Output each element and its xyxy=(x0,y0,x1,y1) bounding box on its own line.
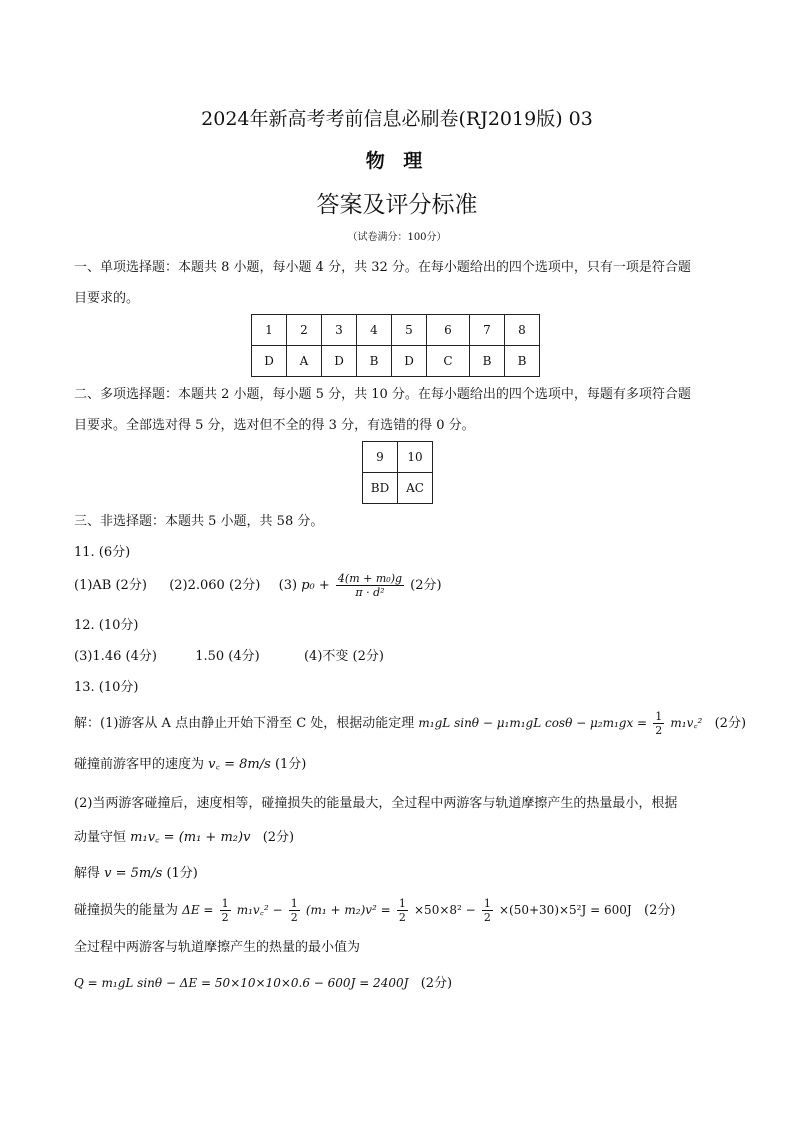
q11-answers xyxy=(74,572,442,599)
answer-cell: D xyxy=(252,346,287,377)
q13-sol1-text: 解：(1)游客从 A 点由静止开始下滑至 C 处，根据动能定理 xyxy=(74,716,415,731)
q11-label: 11. (6分) xyxy=(74,545,131,560)
answer-cell: BD xyxy=(363,473,398,504)
q11-part3-prefix: (3) xyxy=(278,578,298,593)
q13-line4-score: (2分) xyxy=(262,830,295,845)
section1-line2: 目要求的。 xyxy=(74,291,140,306)
table-row xyxy=(252,315,540,346)
page-title: 2024年新高考考前信息必刷卷(RJ2019版) 03 xyxy=(201,108,593,130)
q13-label: 13. (10分) xyxy=(74,680,139,695)
q13-line5 xyxy=(74,861,198,887)
q13-line8-score: (2分) xyxy=(420,976,453,991)
answer-cell: B xyxy=(470,346,505,377)
q13-line6-eq-b: m₁v꜀² − xyxy=(236,903,283,917)
table-row xyxy=(363,473,433,504)
one-half-fraction: $\frac{1}{2}$ xyxy=(290,897,298,924)
q12-part4: (4)不变 (2分) xyxy=(303,649,384,664)
q13-solution-line1 xyxy=(74,710,746,737)
subject-title: 物 理 xyxy=(365,150,429,172)
section2-line2: 目要求。全部选对得 5 分，选对但不全的得 3 分，有选错的得 0 分。 xyxy=(74,418,475,433)
question-number: 6 xyxy=(427,315,470,346)
q13-sol1-fraction xyxy=(653,710,664,737)
q13-line3: (2)当两游客碰撞后，速度相等，碰撞损失的能量最大，全过程中两游客与轨道摩擦产生的热量最小，根据 xyxy=(74,796,678,811)
answer-cell: D xyxy=(322,346,357,377)
q13-line4-text: 动量守恒 xyxy=(74,830,127,845)
section3-heading: 三、非选择题：本题共 5 小题，共 58 分。 xyxy=(74,514,324,529)
q13-line2-equation: v꜀ = 8m/s xyxy=(208,757,271,772)
q13-sol1-score: (2分) xyxy=(714,716,747,731)
fraction-numerator: 1 xyxy=(655,710,663,723)
question-number: 1 xyxy=(252,315,287,346)
q13-sol1-equation: m₁gL sinθ − μ₁m₁gL cosθ − μ₂m₁gx = xyxy=(418,716,648,730)
one-half-fraction: $\frac{1}{2}$ xyxy=(221,897,229,924)
q13-line6 xyxy=(74,896,675,925)
question-number: 10 xyxy=(398,442,433,473)
q13-line5-text: 解得 xyxy=(74,866,101,881)
fraction-numerator: 4(m + m₀)g xyxy=(337,572,403,585)
one-half-fraction: $\frac{1}{2}$ xyxy=(483,897,491,924)
q13-line6-eq-e: ×(50+30)×5²J = 600J xyxy=(498,903,632,917)
answer-cell: AC xyxy=(398,473,433,504)
q13-line6-text: 碰撞损失的能量为 xyxy=(74,903,179,918)
q13-line6-eq-a: ΔE = xyxy=(182,903,214,917)
single-choice-answer-table xyxy=(251,314,540,377)
q12-label: 12. (10分) xyxy=(74,618,139,633)
table-row xyxy=(252,346,540,377)
question-number: 9 xyxy=(363,442,398,473)
q13-line2-text: 碰撞前游客甲的速度为 xyxy=(74,757,205,772)
q12-part3: (3)1.46 (4分) xyxy=(74,649,157,664)
q11-part1: (1)AB (2分) xyxy=(74,578,147,593)
answer-cell: B xyxy=(505,346,540,377)
q11-part3-p0: p₀ + xyxy=(301,578,330,593)
q13-sol1-equation-tail: m₁v꜀² xyxy=(670,716,703,730)
q13-line2-score: (1分) xyxy=(274,757,307,772)
section1-line1: 一、单项选择题：本题共 8 小题，每小题 4 分，共 32 分。在每小题给出的四个选项中，只有一项是符合题 xyxy=(74,260,691,275)
q13-line4-equation: m₁v꜀ = (m₁ + m₂)v xyxy=(130,830,251,845)
multi-choice-answer-table xyxy=(362,441,433,504)
q13-line5-score: (1分) xyxy=(166,866,198,881)
question-number: 4 xyxy=(357,315,392,346)
q13-line7: 全过程中两游客与轨道摩擦产生的热量的最小值为 xyxy=(74,940,361,955)
q11-part3-fraction xyxy=(336,572,404,599)
answer-cell: A xyxy=(287,346,322,377)
q12-answers xyxy=(74,641,384,672)
table-row xyxy=(363,442,433,473)
q13-line2 xyxy=(74,752,306,778)
answer-key-title: 答案及评分标准 xyxy=(316,192,478,218)
q13-line8-equation: Q = m₁gL sinθ − ΔE = 50×10×10×0.6 − 600J = 2400J xyxy=(74,976,409,990)
answer-cell: B xyxy=(357,346,392,377)
question-number: 3 xyxy=(322,315,357,346)
one-half-fraction: $\frac{1}{2}$ xyxy=(398,897,406,924)
q13-line6-eq-d: ×50×8² − xyxy=(414,903,476,917)
q11-part3-score: (2分) xyxy=(410,578,442,593)
q13-line6-score: (2分) xyxy=(644,903,676,918)
answer-cell: C xyxy=(427,346,470,377)
answer-cell: D xyxy=(392,346,427,377)
q13-line4 xyxy=(74,825,294,851)
score-note: （试卷满分：100分） xyxy=(347,232,447,243)
q12-part3b: 1.50 (4分) xyxy=(195,649,260,664)
q13-line8 xyxy=(74,970,452,997)
fraction-denominator: 2 xyxy=(655,724,663,737)
question-number: 7 xyxy=(470,315,505,346)
q13-line5-equation: v = 5m/s xyxy=(104,866,163,881)
question-number: 5 xyxy=(392,315,427,346)
q13-line6-eq-c: (m₁ + m₂)v² = xyxy=(305,903,391,917)
q11-part2: (2)2.060 (2分) xyxy=(169,578,261,593)
question-number: 2 xyxy=(287,315,322,346)
fraction-denominator: π · d² xyxy=(355,586,385,599)
question-number: 8 xyxy=(505,315,540,346)
section2-line1: 二、多项选择题：本题共 2 小题，每小题 5 分，共 10 分。在每小题给出的四个选项中，每题有多项符合题 xyxy=(74,387,691,402)
